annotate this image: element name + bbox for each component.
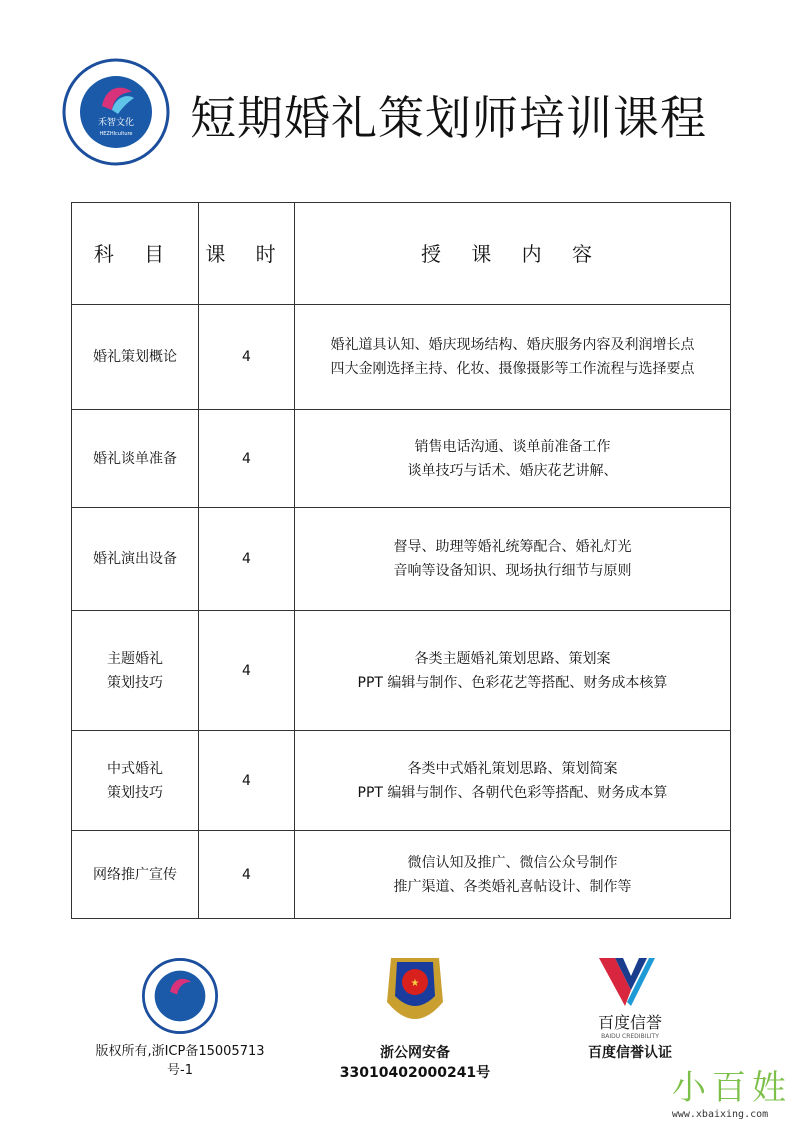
baidu-cert-text: 百度信誉认证	[588, 1045, 672, 1061]
table-row	[72, 305, 731, 410]
content-cell	[295, 305, 731, 410]
footer-baidu	[570, 958, 690, 1062]
content-cell	[295, 508, 731, 611]
content-cell-line: PPT 编辑与制作、各朝代色彩等搭配、财务成本算	[357, 784, 668, 801]
content-cell	[295, 611, 731, 731]
content-cell-line: 音响等设备知识、现场执行细节与原则	[393, 563, 632, 579]
content-cell-line: 销售电话沟通、谈单前准备工作	[414, 438, 611, 455]
footer-police	[325, 952, 505, 1082]
hours-cell: 4	[199, 410, 295, 508]
content-cell	[295, 731, 731, 831]
watermark-url: www.xbaixing.com	[671, 1109, 769, 1120]
hours-cell: 4	[199, 305, 295, 410]
subject-cell-line: 婚礼谈单准备	[93, 450, 177, 467]
subject-cell	[72, 831, 199, 919]
watermark-text: 小百姓	[672, 1068, 792, 1108]
subject-cell-line: 网络推广宣传	[93, 866, 177, 883]
subject-cell-line: 婚礼策划概论	[93, 349, 177, 365]
table-header-row	[72, 203, 731, 305]
header-hours: 课 时	[199, 203, 295, 305]
header-subject: 科 目	[72, 203, 199, 305]
subject-cell-line: 策划技巧	[107, 784, 163, 801]
subject-cell	[72, 611, 199, 731]
table-row	[72, 731, 731, 831]
content-cell-line: 微信认知及推广、微信公众号制作	[407, 854, 618, 871]
subject-cell	[72, 508, 199, 611]
course-table	[71, 202, 731, 919]
content-cell-line: 督导、助理等婚礼统筹配合、婚礼灯光	[393, 539, 632, 555]
content-cell-line: 各类中式婚礼策划思路、策划简案	[407, 760, 618, 777]
content-cell-line: 推广渠道、各类婚礼喜帖设计、制作等	[393, 878, 632, 895]
hours-cell: 4	[199, 611, 295, 731]
subject-cell-line: 主题婚礼	[107, 650, 163, 667]
copyright-text: 版权所有,浙ICP备15005713号-1	[95, 1044, 265, 1078]
hours-cell: 4	[199, 731, 295, 831]
subject-cell	[72, 731, 199, 831]
police-badge-icon	[381, 952, 449, 1036]
content-cell-line: PPT 编辑与制作、色彩花艺等搭配、财务成本核算	[357, 674, 668, 691]
subject-cell-line: 策划技巧	[107, 674, 163, 691]
subject-cell-line: 婚礼演出设备	[93, 551, 177, 567]
svg-text:★: ★	[410, 978, 420, 989]
table-row	[72, 410, 731, 508]
content-cell-line: 四大金刚选择主持、化妆、摄像摄影等工作流程与选择要点	[330, 361, 695, 377]
svg-text:禾智文化: 禾智文化	[97, 118, 135, 128]
content-cell	[295, 831, 731, 919]
table-row	[72, 831, 731, 919]
hours-cell: 4	[199, 831, 295, 919]
police-record-text: 浙公网安备 33010402000241号	[339, 1045, 491, 1081]
header-content: 授 课 内 容	[295, 203, 731, 305]
subject-cell-line: 中式婚礼	[107, 760, 163, 777]
company-logo	[62, 58, 170, 166]
content-cell-line: 婚礼道具认知、婚庆现场结构、婚庆服务内容及利润增长点	[330, 337, 695, 353]
content-cell-line: 各类主题婚礼策划思路、策划案	[414, 650, 611, 667]
baidu-logo-text: 百度信誉	[597, 1013, 662, 1032]
baidu-logo-subtext: BAIDU CREDIBILITY	[601, 1033, 659, 1040]
watermark	[648, 1060, 792, 1120]
content-cell	[295, 410, 731, 508]
table-row	[72, 611, 731, 731]
baidu-credibility-logo	[599, 958, 661, 1006]
table-row	[72, 508, 731, 611]
company-logo-small	[142, 958, 218, 1034]
content-cell-line: 谈单技巧与话术、婚庆花艺讲解、	[407, 462, 618, 479]
hours-cell: 4	[199, 508, 295, 611]
page-title: 短期婚礼策划师培训课程	[190, 91, 707, 145]
svg-text:HEZHIculture: HEZHIculture	[99, 131, 133, 137]
subject-cell	[72, 410, 199, 508]
footer-copyright	[95, 958, 265, 1078]
subject-cell	[72, 305, 199, 410]
